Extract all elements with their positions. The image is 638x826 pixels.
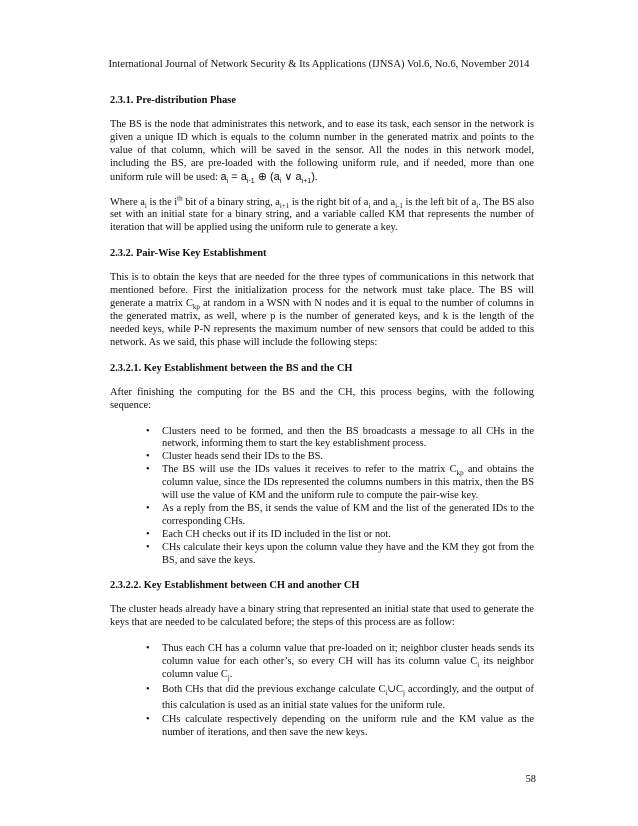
section-title-2-3-2-2: 2.3.2.2. Key Establishment between CH and another CH bbox=[110, 580, 360, 592]
paragraph-text-a: This is to obtain the keys that are needed for the three types of communications in this network that mentioned before. First the initialization process for the network must take place. The BS will generate a matrix C bbox=[110, 272, 534, 310]
paragraph-pre-distribution: The BS is the node that administrates this network, and to ease its task, each sensor in the network is given a unique ID which is equals to the column number in the generated matrix and points to the value of that column, which will be saved in the sensor. All the nodes in this network model, including the BS, are pre-loaded with the following uniform rule, and if needed, more than one uniform rule will be used: $a_i = a_{i-1}$ ⊕ ($a_i$ ∨ $a_{i+1}$). bbox=[110, 119, 534, 185]
list-item: • Both CHs that did the previous exchange calculate $C_i\cup C_j$ accordingly, and the output of this calculation is used as an initial state values for the uniform rule. bbox=[146, 684, 534, 711]
paragraph-bit-definitions: Where $a_i$ is the $i^{th}$ bit of a binary string, $a_{i+1}$ is the right bit of $a_i$ and $a_{i-1}$ is the left bit of $a_i$. The BS also set with an initial state for a binary string, and a variable called KM that represents the number of iteration that will be applied using the uniform rule to generate a key. bbox=[110, 194, 535, 234]
bullet-icon: • bbox=[146, 714, 150, 725]
section-title-2-3-1: 2.3.1. Pre-distribution Phase bbox=[110, 95, 236, 106]
bullet-list-bs-ch bbox=[110, 426, 534, 568]
bullet-icon: • bbox=[146, 643, 150, 655]
list-item-text-b: and obtains the column value, since the IDs represented the columns numbers in this matrix, then the BS will use the value of KM and the uniform rule to compute the pair-wise key. bbox=[162, 464, 534, 502]
uniform-rule-equation: $a_i = a_{i-1}$ ⊕ ($a_i$ ∨ $a_{i+1}$) bbox=[220, 170, 315, 185]
list-item-text-b: accordingly, and the output of this calculation is used as an initial state values for the uniform rule. bbox=[162, 684, 534, 711]
bullet-list-ch-ch bbox=[110, 643, 534, 740]
list-item bbox=[110, 503, 534, 529]
bullet-icon: • bbox=[146, 425, 150, 437]
bullet-icon: • bbox=[146, 684, 150, 695]
list-item-text: As a reply from the BS, it sends the value of KM and the list of the generated IDs to the corresponding CHs. bbox=[162, 502, 534, 527]
section-title-2-3-2: 2.3.2. Pair-Wise Key Establishment bbox=[110, 248, 267, 260]
list-item-text-a: The BS will use the IDs values it receives to refer to the matrix C bbox=[162, 464, 457, 476]
paragraph-text: The BS is the node that administrates this network, and to ease its task, each sensor in the network is given a unique ID which is equals to the column number in the generated matrix and points to the value of that column, which will be saved in the sensor. All the nodes in this network model, including the BS, are pre-loaded with the following uniform rule, and if needed, more than one uniform rule will be used: bbox=[110, 119, 534, 183]
list-item bbox=[110, 529, 534, 542]
page-number: 58 bbox=[525, 774, 536, 785]
bullet-icon: • bbox=[146, 464, 150, 476]
list-item-text-b: its neighbor column value C bbox=[162, 656, 534, 681]
bullet-icon: • bbox=[146, 541, 150, 553]
list-item bbox=[110, 426, 534, 452]
body-content bbox=[110, 94, 534, 740]
paragraph-bs-ch-intro: After finishing the computing for the BS and the CH, this process begins, with the following sequence: bbox=[110, 386, 534, 411]
list-item bbox=[110, 542, 534, 568]
list-item-text: Each CH checks out if its ID included in the list or not. bbox=[162, 528, 391, 540]
bullet-icon: • bbox=[146, 451, 150, 463]
paragraph-text-b: at random in a WSN with N nodes and it is equal to the number of columns in the generated matrix, as well, where p is the number of generated keys, and k is the length of the needed keys, while P-N represents the maximum number of new sensors that could be added to this network. As we said, this phase will include the following steps: bbox=[110, 298, 534, 348]
paragraph-ch-ch-intro: The cluster heads already have a binary string that represented an initial state that used to generate the keys that are needed to be calculated before; the steps of this process are as follow: bbox=[110, 604, 534, 629]
bullet-icon: • bbox=[146, 502, 150, 514]
list-item-text: Cluster heads send their IDs to the BS. bbox=[162, 451, 324, 463]
list-item: • The BS will use the IDs values it receives to refer to the matrix $C_{kp}$ and obtains the column value, since the IDs represented the columns numbers in this matrix, then the BS will use the value of KM and the uniform rule to compute the pair-wise key. bbox=[146, 464, 534, 502]
section-title-2-3-2-1: 2.3.2.1. Key Establishment between the BS and the CH bbox=[110, 362, 353, 374]
list-item-text-a: Thus each CH has a column value that pre-loaded on it; neighbor cluster heads sends its column value for each other’s, so every CH will has its column value C bbox=[162, 643, 534, 668]
list-item bbox=[110, 451, 534, 464]
list-item-text: CHs calculate their keys upon the column value they have and the KM they got from the BS, and save the keys. bbox=[162, 541, 534, 566]
list-item-text: Clusters need to be formed, and then the BS broadcasts a message to all CHs in the network, informing them to start the key establishment process. bbox=[162, 425, 534, 450]
paragraph-pair-wise: This is to obtain the keys that are needed for the three types of communications in this network that mentioned before. First the initialization process for the network must take place. The BS will generate a matrix $C_{kp}$ at random in a WSN with N nodes and it is equal to the number of columns in the generated matrix, as well, where p is the number of generated keys, and k is the length of the needed keys, while P-N represents the maximum number of new sensors that could be added to this network. As we said, this phase will include the following steps: bbox=[110, 272, 534, 348]
bullet-icon: • bbox=[146, 528, 150, 540]
list-item-text: CHs calculate respectively depending on the uniform rule and the KM value as the number of iterations, and then save the new keys. bbox=[162, 714, 534, 738]
list-item: • Thus each CH has a column value that pre-loaded on it; neighbor cluster heads sends its column value for each other’s, so every CH will has its column value $C_i$ its neighbor column value $C_j$. bbox=[146, 643, 534, 683]
running-header: International Journal of Network Security & Its Applications (IJNSA) Vol.6, No.6, November 2014 bbox=[108, 59, 530, 70]
list-item-text-a: Both CHs that did the previous exchange calculate C bbox=[162, 684, 386, 695]
paragraph-tail: number of iteration that will be applied using the uniform rule to generate a key. bbox=[110, 209, 534, 234]
list-item bbox=[110, 714, 534, 740]
